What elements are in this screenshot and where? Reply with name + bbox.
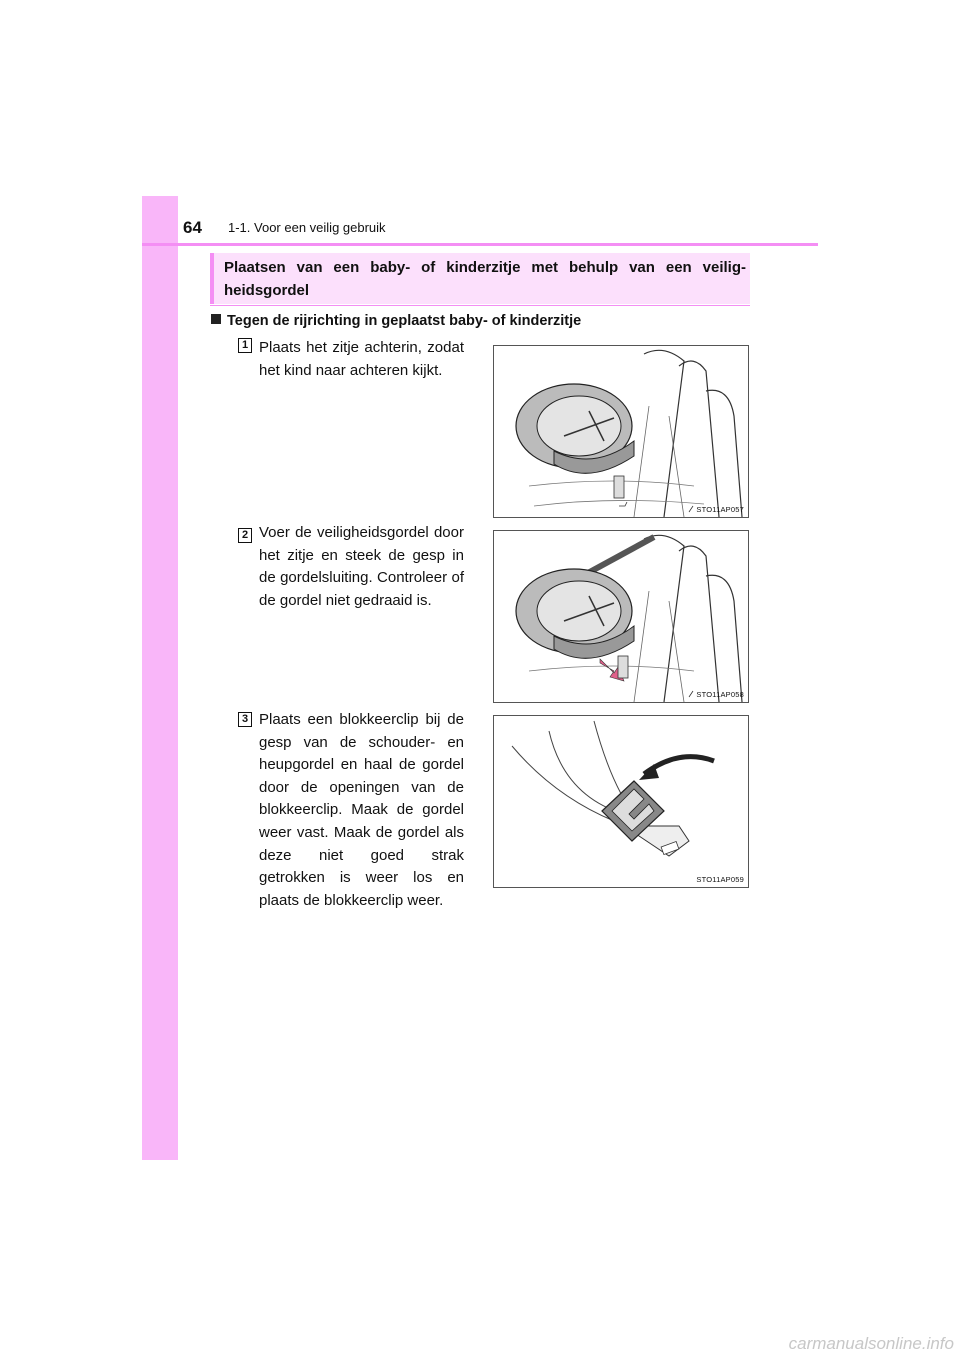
rear-facing-seat-illustration [494,346,748,517]
step-number-1: 1 [238,338,252,353]
section-title: Plaatsen van een baby- of kinderzitje met behulp van een veilig-heidsgordel [224,259,746,299]
figure-code-3: STO11AP059 [696,875,744,884]
header-rule [142,243,818,246]
figure-code-2: STO11AP058 [696,690,744,699]
subsection-title: Tegen de rijrichting in geplaatst baby- of kinderzitje [227,313,582,329]
step-text-2: Voer de veiligheidsgordel door het zitje en steek de gesp in de gordelsluiting. Controleer of de gordel niet gedraaid is. [259,524,464,609]
step-text-1: Plaats het zitje achterin, zodat het kind naar achteren kijkt. [259,339,464,379]
step-text-3: Plaats een blokkeerclip bij de gesp van de schouder- en heupgordel en haal de gordel door de openingen van de blokkeerclip. Maak de gordel weer vast. Maak de gordel als deze niet goed strak getrokken is weer los en plaats de blokkeerclip weer. [259,711,464,909]
locking-clip-illustration [494,716,748,889]
square-bullet-icon [211,314,221,324]
subsection-heading [211,313,581,329]
figure-step-2 [493,530,749,703]
side-strip [142,196,178,1160]
section-title-box [210,253,750,304]
figure-step-3 [493,715,749,888]
section-underline [210,305,750,306]
page-number: 64 [183,218,202,237]
step-number-2: 2 [238,528,252,543]
watermark: carmanualsonline.info [788,1334,954,1353]
step-number-3: 3 [238,712,252,727]
belt-through-seat-illustration [494,531,748,702]
figure-step-1 [493,345,749,518]
running-title: 1-1. Voor een veilig gebruik [228,220,386,235]
figure-code-1: STO11AP057 [696,505,744,514]
